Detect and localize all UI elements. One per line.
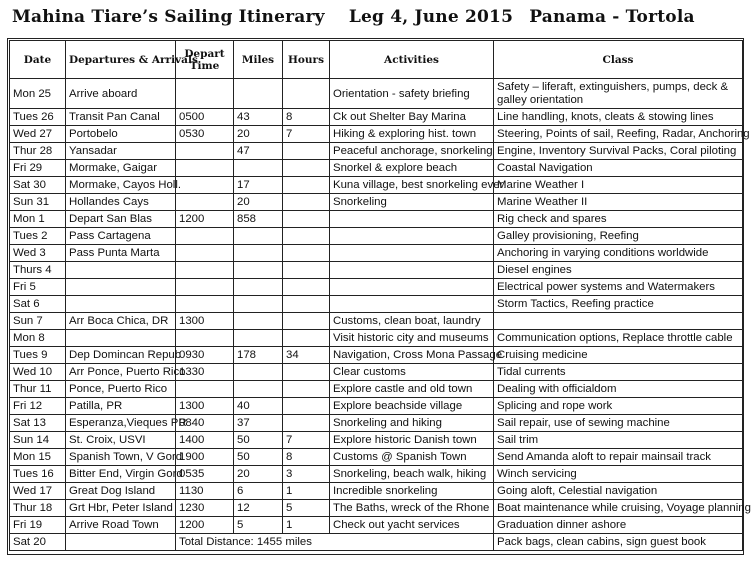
cell-activity — [330, 262, 494, 279]
cell-date: Sat 30 — [10, 177, 66, 194]
cell-activity: Check out yacht services — [330, 517, 494, 534]
cell-hours: 3 — [283, 466, 330, 483]
cell-activity — [330, 211, 494, 228]
cell-date: Sat 6 — [10, 296, 66, 313]
cell-class: Safety – liferaft, extinguishers, pumps, deck & galley orientation — [494, 79, 743, 109]
cell-class: Galley provisioning, Reefing — [494, 228, 743, 245]
cell-time — [176, 279, 234, 296]
cell-hours — [283, 194, 330, 211]
cell-hours — [283, 228, 330, 245]
cell-hours: 7 — [283, 432, 330, 449]
cell-date: Tues 2 — [10, 228, 66, 245]
cell-activity: Navigation, Cross Mona Passage — [330, 347, 494, 364]
cell-place: Arr Boca Chica, DR — [66, 313, 176, 330]
header-row — [10, 41, 743, 79]
cell-place: Patilla, PR — [66, 398, 176, 415]
cell-hours: 34 — [283, 347, 330, 364]
cell-date: Tues 9 — [10, 347, 66, 364]
cell-class: Marine Weather I — [494, 177, 743, 194]
header-departures: Departures & Arrivals — [66, 41, 176, 79]
table-row — [10, 432, 743, 449]
table-row — [10, 517, 743, 534]
cell-date: Thur 18 — [10, 500, 66, 517]
cell-miles — [234, 296, 283, 313]
cell-activity: Peaceful anchorage, snorkeling — [330, 143, 494, 160]
cell-place: Great Dog Island — [66, 483, 176, 500]
cell-class — [494, 313, 743, 330]
cell-place: Arrive aboard — [66, 79, 176, 109]
cell-time — [176, 194, 234, 211]
table-row — [10, 483, 743, 500]
cell-time: 0530 — [176, 126, 234, 143]
cell-miles: 20 — [234, 126, 283, 143]
cell-activity: Snorkeling, beach walk, hiking — [330, 466, 494, 483]
cell-miles: 43 — [234, 109, 283, 126]
cell-place: Pass Cartagena — [66, 228, 176, 245]
cell-time: 0930 — [176, 347, 234, 364]
cell-activity: Snorkeling and hiking — [330, 415, 494, 432]
cell-miles: 47 — [234, 143, 283, 160]
cell-date: Mon 8 — [10, 330, 66, 347]
cell-time — [176, 228, 234, 245]
cell-miles: 50 — [234, 432, 283, 449]
cell-activity: Explore historic Danish town — [330, 432, 494, 449]
cell-date: Wed 3 — [10, 245, 66, 262]
cell-date: Sun 14 — [10, 432, 66, 449]
cell-place: Spanish Town, V Gord — [66, 449, 176, 466]
cell-hours — [283, 398, 330, 415]
cell-place: Portobelo — [66, 126, 176, 143]
table-row — [10, 330, 743, 347]
cell-activity: Hiking & exploring hist. town — [330, 126, 494, 143]
cell-class: Going aloft, Celestial navigation — [494, 483, 743, 500]
title-route: Panama - Tortola — [529, 7, 695, 27]
cell-class: Communication options, Replace throttle cable — [494, 330, 743, 347]
cell-miles: 20 — [234, 194, 283, 211]
table-row — [10, 500, 743, 517]
cell-date: Thur 28 — [10, 143, 66, 160]
header-date: Date — [10, 41, 66, 79]
cell-class: Winch servicing — [494, 466, 743, 483]
cell-place: Grt Hbr, Peter Island — [66, 500, 176, 517]
cell-place: Esperanza,Vieques PR — [66, 415, 176, 432]
cell-time: 1330 — [176, 364, 234, 381]
cell-date: Tues 26 — [10, 109, 66, 126]
cell-activity — [330, 296, 494, 313]
cell-time: 1900 — [176, 449, 234, 466]
cell-date: Mon 1 — [10, 211, 66, 228]
cell-place: St. Croix, USVI — [66, 432, 176, 449]
cell-time — [176, 79, 234, 109]
cell-class: Coastal Navigation — [494, 160, 743, 177]
table-row — [10, 194, 743, 211]
cell-place: Mormake, Cayos Holl. — [66, 177, 176, 194]
cell-hours — [283, 79, 330, 109]
cell-hours — [283, 143, 330, 160]
table-row — [10, 126, 743, 143]
cell-class: Rig check and spares — [494, 211, 743, 228]
cell-miles — [234, 279, 283, 296]
cell-miles — [234, 313, 283, 330]
cell-hours — [283, 415, 330, 432]
cell-activity: Visit historic city and museums — [330, 330, 494, 347]
cell-place — [66, 262, 176, 279]
cell-miles — [234, 330, 283, 347]
cell-activity — [330, 245, 494, 262]
cell-class: Steering, Points of sail, Reefing, Radar, Anchoring — [494, 126, 743, 143]
cell-time: 1200 — [176, 517, 234, 534]
cell-date: Tues 16 — [10, 466, 66, 483]
table-row — [10, 364, 743, 381]
table-row — [10, 109, 743, 126]
table-row — [10, 296, 743, 313]
cell-date: Sun 7 — [10, 313, 66, 330]
header-class: Class — [494, 41, 743, 79]
cell-miles — [234, 262, 283, 279]
cell-activity — [330, 279, 494, 296]
cell-miles — [234, 245, 283, 262]
cell-time: 1300 — [176, 313, 234, 330]
cell-time: 1400 — [176, 432, 234, 449]
cell-place — [66, 279, 176, 296]
cell-miles: 12 — [234, 500, 283, 517]
cell-miles — [234, 228, 283, 245]
cell-time — [176, 245, 234, 262]
cell-place: Pass Punta Marta — [66, 245, 176, 262]
cell-time: 1130 — [176, 483, 234, 500]
table-row — [10, 79, 743, 109]
cell-time: 0840 — [176, 415, 234, 432]
cell-date: Mon 15 — [10, 449, 66, 466]
cell-place: Mormake, Gaigar — [66, 160, 176, 177]
cell-place: Dep Domincan Repub — [66, 347, 176, 364]
table-row — [10, 347, 743, 364]
cell-class: Marine Weather II — [494, 194, 743, 211]
cell-miles: 20 — [234, 466, 283, 483]
cell-hours: 5 — [283, 500, 330, 517]
table-row — [10, 415, 743, 432]
cell-miles: 858 — [234, 211, 283, 228]
cell-activity: Snorkel & explore beach — [330, 160, 494, 177]
cell-miles — [234, 160, 283, 177]
page-title — [12, 7, 742, 31]
cell-date: Thur 11 — [10, 381, 66, 398]
cell-time — [176, 143, 234, 160]
header-activities: Activities — [330, 41, 494, 79]
itinerary-table — [9, 40, 751, 551]
table-row-last — [10, 534, 743, 551]
table-row — [10, 228, 743, 245]
cell-class: Tidal currents — [494, 364, 743, 381]
cell-class: Anchoring in varying conditions worldwide — [494, 245, 743, 262]
cell-place: Depart San Blas — [66, 211, 176, 228]
cell-date: Sat 20 — [10, 534, 66, 551]
cell-hours — [283, 330, 330, 347]
cell-activity: Customs, clean boat, laundry — [330, 313, 494, 330]
cell-date: Wed 10 — [10, 364, 66, 381]
cell-place: Hollandes Cays — [66, 194, 176, 211]
cell-date: Sat 13 — [10, 415, 66, 432]
cell-class: Electrical power systems and Watermakers — [494, 279, 743, 296]
table-row — [10, 279, 743, 296]
cell-activity: Incredible snorkeling — [330, 483, 494, 500]
cell-hours — [283, 262, 330, 279]
cell-activity: Explore castle and old town — [330, 381, 494, 398]
cell-miles — [234, 79, 283, 109]
cell-class: Send Amanda aloft to repair mainsail track — [494, 449, 743, 466]
cell-activity: Explore beachside village — [330, 398, 494, 415]
header-hours: Hours — [283, 41, 330, 79]
table-row — [10, 398, 743, 415]
cell-miles: 50 — [234, 449, 283, 466]
cell-place: Arr Ponce, Puerto Rico — [66, 364, 176, 381]
cell-class: Splicing and rope work — [494, 398, 743, 415]
cell-activity: Snorkeling — [330, 194, 494, 211]
cell-miles: 17 — [234, 177, 283, 194]
cell-hours — [283, 364, 330, 381]
cell-date: Sun 31 — [10, 194, 66, 211]
cell-place: Ponce, Puerto Rico — [66, 381, 176, 398]
cell-miles: 5 — [234, 517, 283, 534]
cell-time: 1300 — [176, 398, 234, 415]
table-row — [10, 245, 743, 262]
cell-miles — [234, 381, 283, 398]
cell-time: 1230 — [176, 500, 234, 517]
cell-date: Wed 27 — [10, 126, 66, 143]
cell-place: Yansadar — [66, 143, 176, 160]
cell-place — [66, 296, 176, 313]
cell-hours — [283, 160, 330, 177]
table-row — [10, 449, 743, 466]
cell-hours: 7 — [283, 126, 330, 143]
cell-miles: 40 — [234, 398, 283, 415]
table-row — [10, 160, 743, 177]
header-depart-time: Depart Time — [176, 41, 234, 79]
cell-class: Engine, Inventory Survival Packs, Coral piloting — [494, 143, 743, 160]
cell-place — [66, 330, 176, 347]
cell-time: 0535 — [176, 466, 234, 483]
cell-time — [176, 381, 234, 398]
cell-date: Wed 17 — [10, 483, 66, 500]
cell-date: Fri 19 — [10, 517, 66, 534]
cell-activity: Customs @ Spanish Town — [330, 449, 494, 466]
cell-class: Graduation dinner ashore — [494, 517, 743, 534]
cell-date: Fri 29 — [10, 160, 66, 177]
cell-class: Storm Tactics, Reefing practice — [494, 296, 743, 313]
cell-hours — [283, 211, 330, 228]
table-row — [10, 177, 743, 194]
cell-activity: The Baths, wreck of the Rhone — [330, 500, 494, 517]
cell-class: Sail repair, use of sewing machine — [494, 415, 743, 432]
cell-time — [176, 160, 234, 177]
table-row — [10, 143, 743, 160]
cell-activity: Orientation - safety briefing — [330, 79, 494, 109]
cell-class: Boat maintenance while cruising, Voyage planning — [494, 500, 743, 517]
cell-date: Fri 12 — [10, 398, 66, 415]
cell-hours — [283, 177, 330, 194]
cell-hours — [283, 296, 330, 313]
cell-class: Dealing with officialdom — [494, 381, 743, 398]
cell-activity: Clear customs — [330, 364, 494, 381]
cell-class: Cruising medicine — [494, 347, 743, 364]
table-row — [10, 313, 743, 330]
cell-class: Line handling, knots, cleats & stowing lines — [494, 109, 743, 126]
cell-hours — [283, 313, 330, 330]
cell-place: Arrive Road Town — [66, 517, 176, 534]
cell-hours: 8 — [283, 109, 330, 126]
cell-hours — [283, 245, 330, 262]
cell-activity: Ck out Shelter Bay Marina — [330, 109, 494, 126]
cell-time — [176, 330, 234, 347]
cell-class: Diesel engines — [494, 262, 743, 279]
cell-hours — [283, 279, 330, 296]
title-leg: Leg 4, June 2015 — [348, 7, 514, 27]
title-itinerary: Mahina Tiare’s Sailing Itinerary — [12, 7, 325, 27]
cell-place: Bitter End, Virgin Gord — [66, 466, 176, 483]
cell-miles: 178 — [234, 347, 283, 364]
cell-time: 1200 — [176, 211, 234, 228]
cell-class: Sail trim — [494, 432, 743, 449]
cell-time: 0500 — [176, 109, 234, 126]
header-miles: Miles — [234, 41, 283, 79]
cell-miles — [234, 364, 283, 381]
cell-date: Mon 25 — [10, 79, 66, 109]
cell-time — [176, 296, 234, 313]
cell-miles: 6 — [234, 483, 283, 500]
cell-time — [176, 177, 234, 194]
cell-place — [66, 534, 176, 551]
cell-hours — [283, 381, 330, 398]
cell-activity: Kuna village, best snorkeling ever! — [330, 177, 494, 194]
cell-miles: 37 — [234, 415, 283, 432]
cell-class: Pack bags, clean cabins, sign guest book — [494, 534, 743, 551]
table-row — [10, 381, 743, 398]
cell-activity — [330, 228, 494, 245]
total-distance: Total Distance: 1455 miles — [176, 534, 494, 551]
cell-hours: 1 — [283, 483, 330, 500]
cell-hours: 1 — [283, 517, 330, 534]
cell-time — [176, 262, 234, 279]
table-row — [10, 211, 743, 228]
cell-place: Transit Pan Canal — [66, 109, 176, 126]
cell-date: Fri 5 — [10, 279, 66, 296]
cell-hours: 8 — [283, 449, 330, 466]
table-row — [10, 262, 743, 279]
table-row — [10, 466, 743, 483]
cell-date: Thurs 4 — [10, 262, 66, 279]
